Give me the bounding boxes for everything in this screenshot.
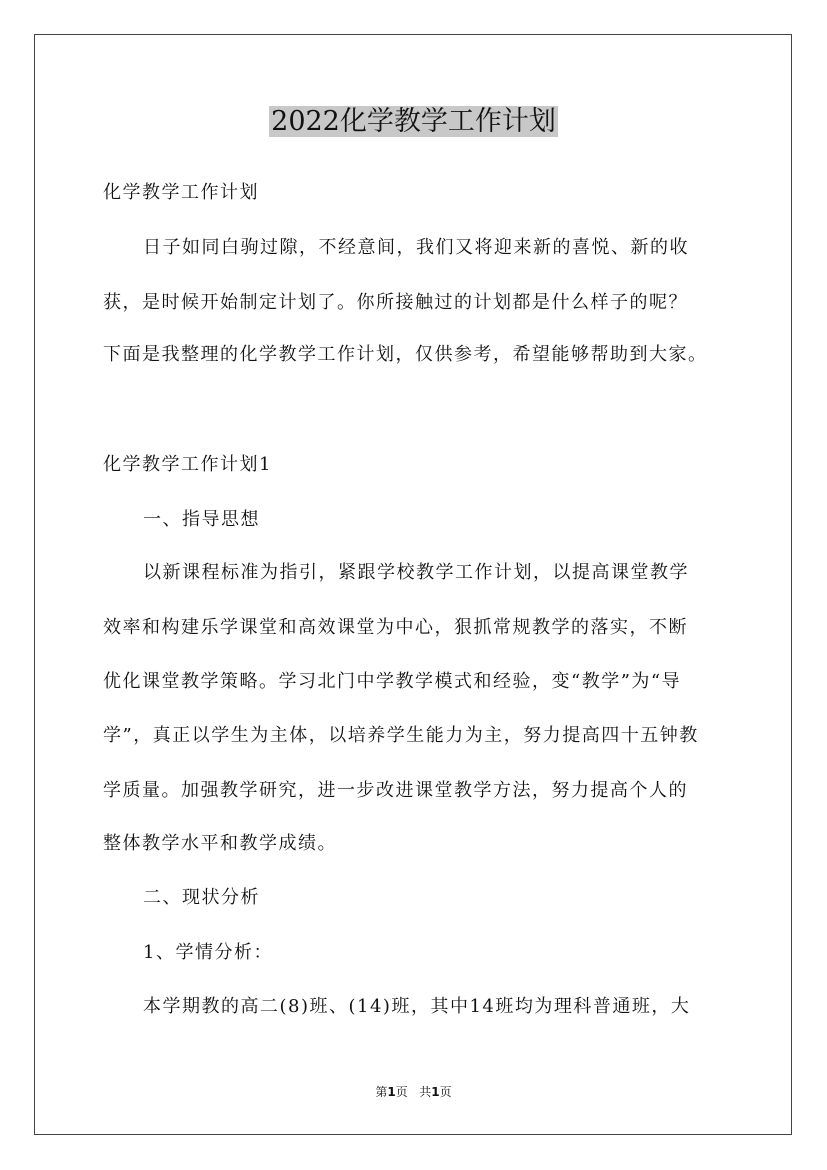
paragraph-line: 整体教学水平和教学成绩。 — [103, 833, 337, 854]
page-label: 第 — [375, 1085, 388, 1099]
document-title: 2022化学教学工作计划 — [271, 106, 556, 137]
intro-line-3: 下面是我整理的化学教学工作计划，仅供参考，希望能够帮助到大家。 — [103, 344, 708, 365]
section-heading-status-analysis: 二、现状分析 — [143, 887, 260, 908]
paragraph-line: 优化课堂教学策略。学习北门中学教学模式和经验，变“教学”为“导 — [103, 671, 682, 692]
document-subtitle: 化学教学工作计划 — [103, 182, 259, 203]
paragraph-line: 学”，真正以学生为主体，以培养学生能力为主，努力提高四十五钟教 — [103, 725, 699, 746]
page-unit: 页 — [395, 1085, 408, 1099]
page-number: 1 — [387, 1085, 396, 1099]
paragraph-line: 效率和构建乐学课堂和高效课堂为中心，狠抓常规教学的落实，不断 — [103, 617, 688, 638]
paragraph-line: 以新课程标准为指引，紧跟学校教学工作计划，以提高课堂教学 — [143, 562, 689, 583]
total-pages: 1 — [431, 1085, 440, 1099]
total-unit: 页 — [439, 1085, 452, 1099]
intro-line-2: 获，是时候开始制定计划了。你所接触过的计划都是什么样子的呢？ — [103, 292, 688, 313]
intro-line-1: 日子如同白驹过隙，不经意间，我们又将迎来新的喜悦、新的收 — [143, 237, 689, 258]
paragraph-line: 本学期教的高二(8)班、(14)班，其中14班均为理科普通班，大 — [143, 996, 691, 1017]
page-footer — [0, 1084, 827, 1100]
total-label: 共 — [419, 1085, 432, 1099]
plan-heading: 化学教学工作计划1 — [103, 454, 272, 475]
section-heading-guiding-ideology: 一、指导思想 — [143, 509, 260, 530]
subsection-heading-student-analysis: 1、学情分析： — [143, 942, 273, 963]
paragraph-line: 学质量。加强教学研究，进一步改进课堂教学方法，努力提高个人的 — [103, 780, 688, 801]
